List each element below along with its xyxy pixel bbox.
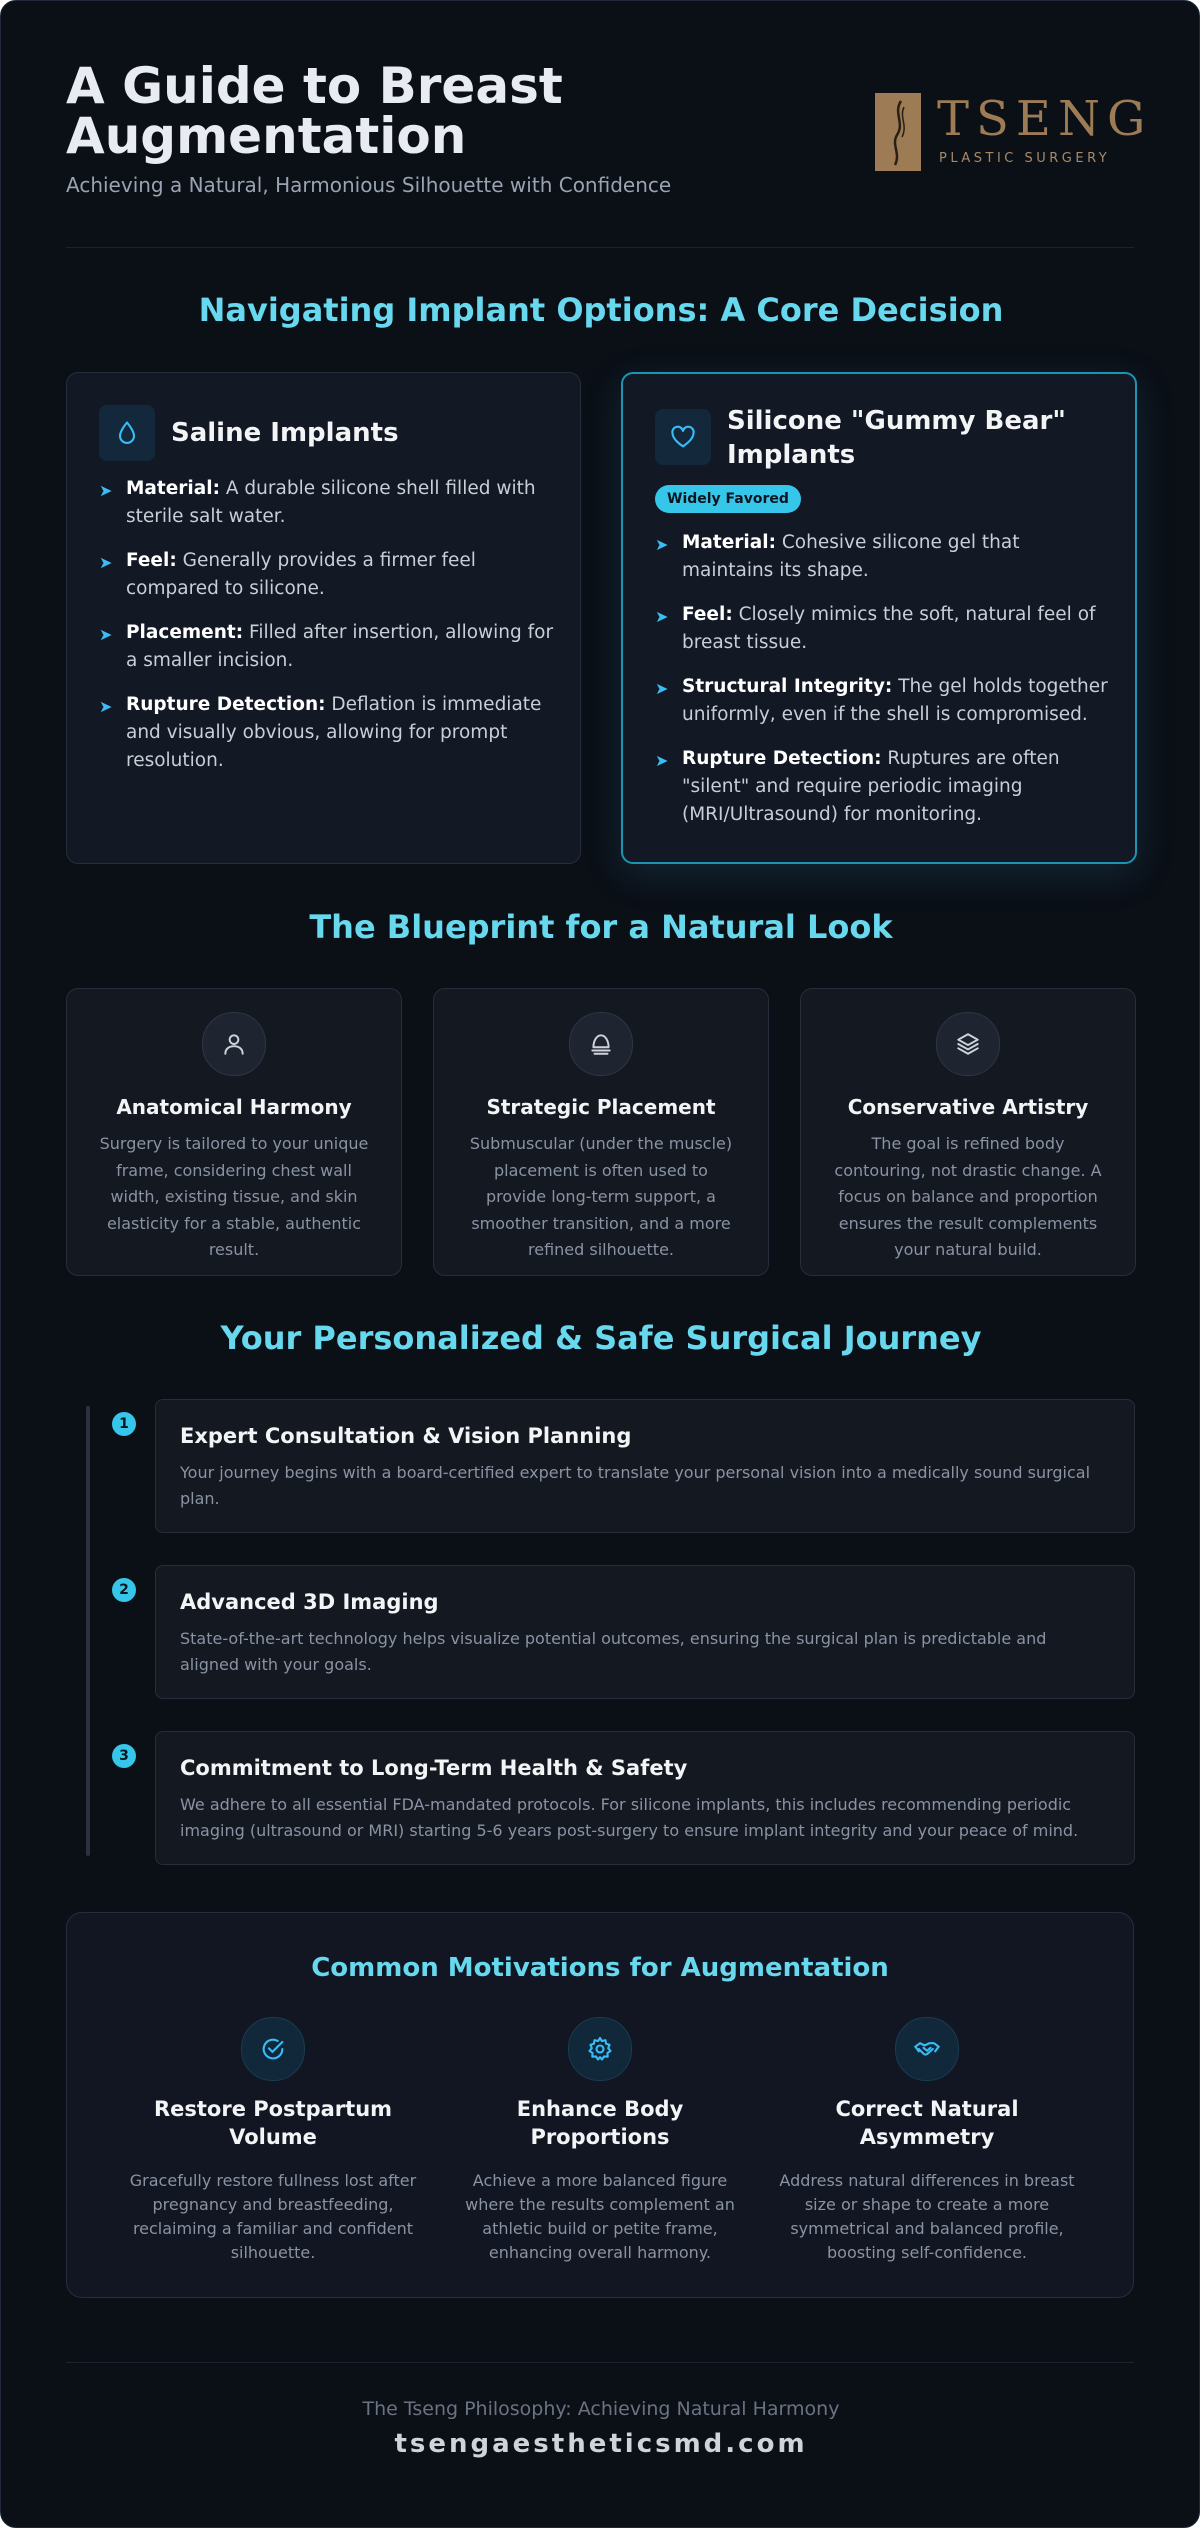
timeline-line	[86, 1406, 90, 1856]
divider	[66, 2362, 1134, 2363]
step-number: 2	[112, 1578, 136, 1602]
logo-tagline: PLASTIC SURGERY	[939, 151, 1111, 166]
blueprint-card	[66, 988, 402, 1276]
check-circle-icon	[241, 2017, 305, 2081]
blueprint-card	[433, 988, 769, 1276]
heart-icon	[655, 409, 711, 465]
arrow-icon: ➤	[99, 697, 113, 716]
logo-wordmark: TSENG	[937, 91, 1153, 147]
arrow-icon: ➤	[99, 481, 113, 500]
arrow-icon: ➤	[655, 535, 669, 554]
silhouette-icon	[875, 93, 921, 171]
implants-section-title: Navigating Implant Options: A Core Decision	[198, 291, 1004, 329]
journey-step	[155, 1565, 1135, 1699]
blueprint-card-text: Submuscular (under the muscle) placement is often used to provide long-term support, a smoother transition, and a more refined silhouette.	[469, 1134, 733, 1259]
saline-point: ➤ Feel: Generally provides a firmer feel compared to silicone.	[99, 550, 476, 599]
placement-icon	[569, 1012, 633, 1076]
widely-favored-badge: Widely Favored	[655, 485, 801, 513]
step-number: 3	[112, 1744, 136, 1768]
brand-logo	[875, 89, 1153, 175]
arrow-icon: ➤	[655, 607, 669, 626]
step-text: We adhere to all essential FDA-mandated protocols. For silicone implants, this includes recommending periodic imaging (ultrasound or MRI) starting 5-6 years post-surgery to ensure implant integrity and your peace of mind.	[180, 1795, 1079, 1840]
motivation-title: Enhance Body Proportions	[516, 2097, 684, 2149]
silicone-point: ➤ Material: Cohesive silicone gel that maintains its shape.	[655, 532, 1020, 581]
saline-card	[66, 372, 581, 864]
droplet-icon	[99, 405, 155, 461]
layers-icon	[936, 1012, 1000, 1076]
journey-section-title: Your Personalized & Safe Surgical Journey	[220, 1319, 982, 1357]
person-icon	[202, 1012, 266, 1076]
arrow-icon: ➤	[655, 679, 669, 698]
saline-point: ➤ Rupture Detection: Deflation is immediate and visually obvious, allowing for prompt resolution.	[99, 694, 542, 771]
silicone-point: ➤ Feel: Closely mimics the soft, natural feel of breast tissue.	[655, 604, 1096, 653]
step-title: Advanced 3D Imaging	[180, 1590, 439, 1614]
footer-philosophy: The Tseng Philosophy: Achieving Natural Harmony	[362, 2398, 840, 2420]
footer-website-link[interactable]: tsengaestheticsmd.com	[394, 2429, 808, 2459]
motivations-panel	[66, 1912, 1134, 2298]
step-number: 1	[112, 1412, 136, 1436]
silicone-title: Silicone "Gummy Bear" Implants	[727, 406, 1066, 470]
motivations-title: Common Motivations for Augmentation	[311, 1953, 889, 1983]
blueprint-section-title: The Blueprint for a Natural Look	[309, 908, 893, 946]
gear-icon	[568, 2017, 632, 2081]
motivation-title: Restore Postpartum Volume	[153, 2097, 393, 2149]
logo-mark	[875, 93, 921, 171]
motivation-text: Address natural differences in breast size or shape to create a more symmetrical and balanced profile, boosting self-confidence.	[779, 2171, 1075, 2262]
blueprint-card-text: Surgery is tailored to your unique frame, considering chest wall width, existing tissue, and skin elasticity for a stable, authentic result.	[99, 1134, 369, 1259]
blueprint-card-title: Conservative Artistry	[847, 1095, 1089, 1119]
saline-point: ➤ Placement: Filled after insertion, allowing for a smaller incision.	[99, 622, 554, 671]
motivation-text: Achieve a more balanced figure where the results complement an athletic build or petite frame, enhancing overall harmony.	[465, 2171, 735, 2262]
arrow-icon: ➤	[655, 751, 669, 770]
silicone-card	[621, 372, 1137, 864]
saline-point: ➤ Material: A durable silicone shell filled with sterile salt water.	[99, 478, 536, 527]
step-title: Expert Consultation & Vision Planning	[180, 1424, 632, 1448]
page-title: A Guide to Breast Augmentation	[66, 57, 563, 165]
blueprint-card-title: Anatomical Harmony	[116, 1095, 352, 1119]
motivation-text: Gracefully restore fullness lost after pregnancy and breastfeeding, reclaiming a familiar and confident silhouette.	[129, 2171, 417, 2262]
step-text: State-of-the-art technology helps visualize potential outcomes, ensuring the surgical plan is predictable and aligned with your goals.	[180, 1629, 1047, 1674]
handshake-icon	[895, 2017, 959, 2081]
step-title: Commitment to Long-Term Health & Safety	[180, 1756, 688, 1780]
arrow-icon: ➤	[99, 625, 113, 644]
saline-title: Saline Implants	[171, 418, 399, 448]
journey-step	[155, 1731, 1135, 1865]
blueprint-card-text: The goal is refined body contouring, not drastic change. A focus on balance and proportion ensures the result complements your natural build.	[834, 1134, 1102, 1259]
page-subtitle: Achieving a Natural, Harmonious Silhouette with Confidence	[66, 173, 672, 197]
motivation-title: Correct Natural Asymmetry	[835, 2097, 1019, 2149]
divider	[66, 247, 1134, 248]
silicone-point: ➤ Structural Integrity: The gel holds together uniformly, even if the shell is compromised.	[655, 676, 1108, 725]
blueprint-card	[800, 988, 1136, 1276]
journey-step	[155, 1399, 1135, 1533]
step-text: Your journey begins with a board-certified expert to translate your personal vision into a medically sound surgical plan.	[180, 1463, 1091, 1508]
blueprint-card-title: Strategic Placement	[486, 1095, 716, 1119]
arrow-icon: ➤	[99, 553, 113, 572]
silicone-point: ➤ Rupture Detection: Ruptures are often "silent" and require periodic imaging (MRI/Ultrasound) for monitoring.	[655, 748, 1060, 825]
